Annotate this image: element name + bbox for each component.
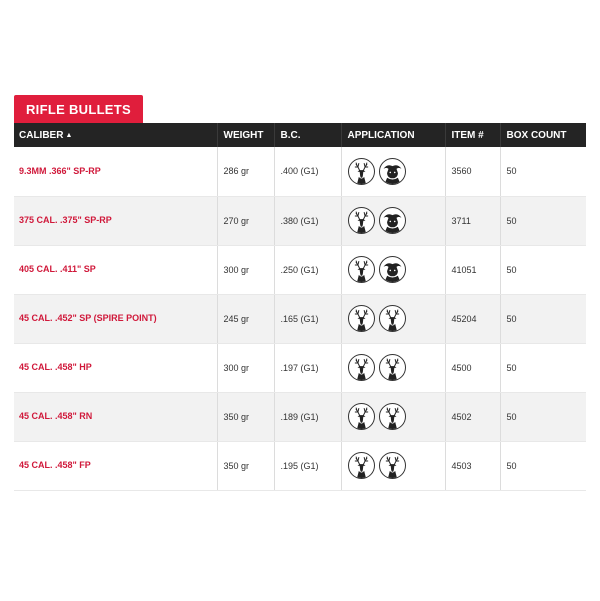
box-count-cell: 50 <box>500 294 586 343</box>
caliber-link[interactable]: 375 CAL. .375" SP-RP <box>14 196 217 245</box>
deer-icon <box>348 207 375 234</box>
weight-cell: 350 gr <box>217 392 274 441</box>
column-header-item[interactable]: ITEM # <box>445 123 500 147</box>
weight-cell: 300 gr <box>217 245 274 294</box>
caliber-link[interactable]: 405 CAL. .411" SP <box>14 245 217 294</box>
bc-cell: .189 (G1) <box>274 392 341 441</box>
caliber-link[interactable]: 45 CAL. .458" RN <box>14 392 217 441</box>
box-count-cell: 50 <box>500 196 586 245</box>
item-number-cell: 4500 <box>445 343 500 392</box>
column-header-bc[interactable]: B.C. <box>274 123 341 147</box>
buffalo-icon <box>379 158 406 185</box>
table-row <box>14 147 586 196</box>
item-number-cell: 3711 <box>445 196 500 245</box>
application-icons <box>348 354 445 381</box>
application-cell <box>341 294 445 343</box>
item-number-cell: 45204 <box>445 294 500 343</box>
deer-icon <box>348 403 375 430</box>
application-cell <box>341 343 445 392</box>
table-row <box>14 441 586 490</box>
sort-ascending-icon: ▲ <box>65 131 73 139</box>
column-header-application[interactable]: APPLICATION <box>341 123 445 147</box>
box-count-cell: 50 <box>500 441 586 490</box>
bc-cell: .197 (G1) <box>274 343 341 392</box>
application-icons <box>348 452 445 479</box>
table-row <box>14 392 586 441</box>
section-tab-rifle-bullets[interactable]: RIFLE BULLETS <box>14 95 143 123</box>
deer-icon <box>348 354 375 381</box>
weight-cell: 286 gr <box>217 147 274 196</box>
buffalo-icon <box>379 207 406 234</box>
application-icons <box>348 256 445 283</box>
item-number-cell: 4502 <box>445 392 500 441</box>
column-header-caliber[interactable] <box>14 123 217 147</box>
application-icons <box>348 207 445 234</box>
deer-icon <box>379 403 406 430</box>
rifle-bullets-table <box>14 123 586 491</box>
bc-cell: .400 (G1) <box>274 147 341 196</box>
caliber-link[interactable]: 45 CAL. .458" HP <box>14 343 217 392</box>
application-icons <box>348 305 445 332</box>
box-count-cell: 50 <box>500 343 586 392</box>
table-body <box>14 147 586 490</box>
weight-cell: 300 gr <box>217 343 274 392</box>
application-cell <box>341 392 445 441</box>
table-row <box>14 196 586 245</box>
application-cell <box>341 196 445 245</box>
box-count-cell: 50 <box>500 245 586 294</box>
weight-cell: 270 gr <box>217 196 274 245</box>
weight-cell: 350 gr <box>217 441 274 490</box>
application-icons <box>348 158 445 185</box>
column-header-weight[interactable]: WEIGHT <box>217 123 274 147</box>
column-header-box-count[interactable]: BOX COUNT <box>500 123 586 147</box>
bc-cell: .165 (G1) <box>274 294 341 343</box>
application-cell <box>341 441 445 490</box>
caliber-link[interactable]: 45 CAL. .458" FP <box>14 441 217 490</box>
item-number-cell: 3560 <box>445 147 500 196</box>
item-number-cell: 4503 <box>445 441 500 490</box>
deer-icon <box>348 158 375 185</box>
application-cell <box>341 147 445 196</box>
caliber-link[interactable]: 9.3MM .366" SP-RP <box>14 147 217 196</box>
bc-cell: .250 (G1) <box>274 245 341 294</box>
deer-icon <box>379 452 406 479</box>
deer-icon <box>348 256 375 283</box>
deer-icon <box>379 305 406 332</box>
item-number-cell: 41051 <box>445 245 500 294</box>
caliber-link[interactable]: 45 CAL. .452" SP (SPIRE POINT) <box>14 294 217 343</box>
bc-cell: .195 (G1) <box>274 441 341 490</box>
application-icons <box>348 403 445 430</box>
deer-icon <box>379 354 406 381</box>
weight-cell: 245 gr <box>217 294 274 343</box>
application-cell <box>341 245 445 294</box>
table-row <box>14 245 586 294</box>
box-count-cell: 50 <box>500 147 586 196</box>
buffalo-icon <box>379 256 406 283</box>
table-row <box>14 343 586 392</box>
deer-icon <box>348 452 375 479</box>
deer-icon <box>348 305 375 332</box>
bc-cell: .380 (G1) <box>274 196 341 245</box>
table-row <box>14 294 586 343</box>
caliber-header-label: CALIBER <box>19 129 64 141</box>
box-count-cell: 50 <box>500 392 586 441</box>
